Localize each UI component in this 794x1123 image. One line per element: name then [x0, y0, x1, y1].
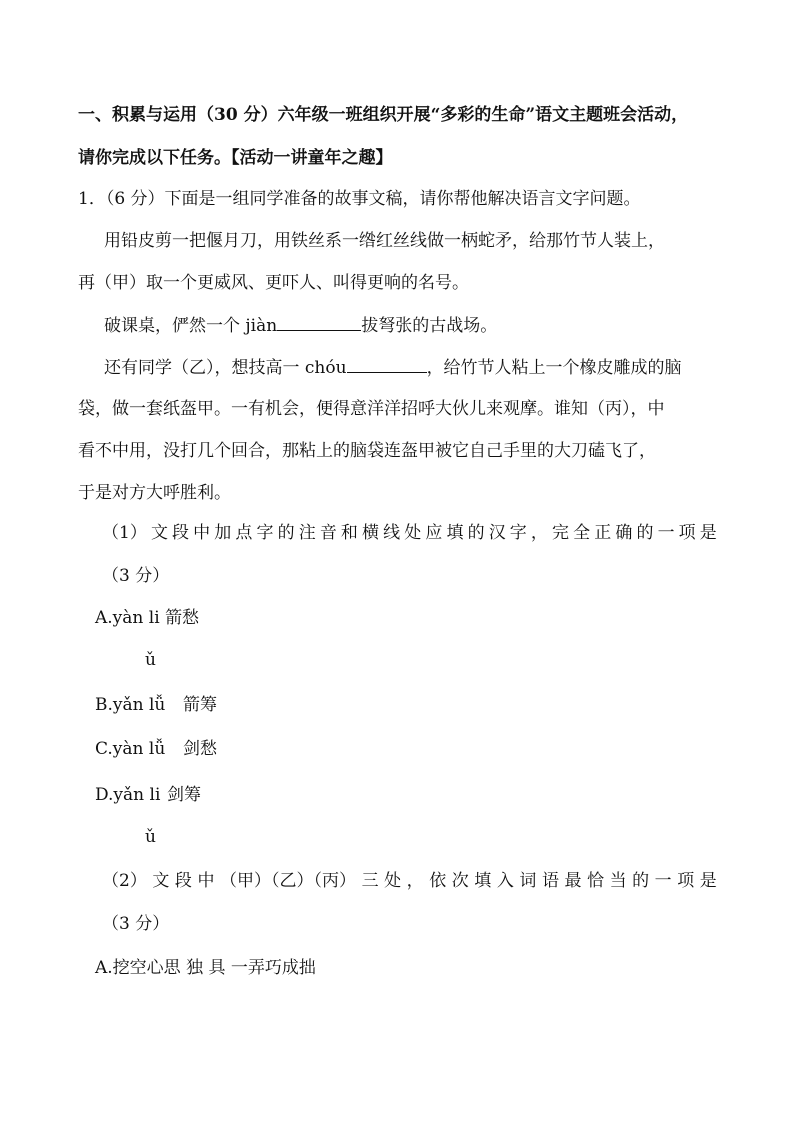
option-c-text: 剑愁: [183, 739, 217, 759]
stem-char: 的: [467, 523, 485, 543]
stem-char: 的: [277, 523, 295, 543]
stem-char: 字: [509, 523, 527, 543]
stem-char: 应: [425, 523, 443, 543]
passage-para3-pre: 还有同学（乙），想技高一 chóu: [104, 358, 347, 378]
section-heading-line1: 一、积累与运用（30 分）六年级一班组织开展“多彩的生命”语文主题班会活动，: [78, 105, 689, 125]
stem-char: 字: [256, 523, 274, 543]
stem-char: 入: [496, 871, 514, 891]
sub-question-1-stem: [102, 522, 717, 544]
option-a-text: 箭愁: [165, 608, 200, 628]
stem-char: 的: [632, 871, 650, 891]
option-a: [95, 607, 199, 629]
stem-char: 加: [214, 523, 232, 543]
option-b-text: 箭筹: [183, 695, 217, 715]
stem-char: 恰: [587, 871, 605, 891]
option-d-label: D.yǎn li: [95, 785, 161, 805]
stem-char: 完: [552, 523, 570, 543]
option-b: [95, 694, 217, 716]
stem-char: 注: [298, 523, 316, 543]
passage-para3-line3: 看不中用，没打几个回合，那粘上的脑袋连盔甲被它自己手里的大刀磕飞了，: [78, 441, 656, 461]
stem-char: 中: [193, 523, 211, 543]
stem-char: 音: [319, 523, 337, 543]
stem-char: 依: [429, 871, 447, 891]
stem-char: 是: [699, 871, 717, 891]
stem-char: 横: [362, 523, 380, 543]
stem-char: 处: [384, 871, 402, 891]
stem-char: ，: [406, 871, 424, 891]
stem-char: 语: [541, 871, 559, 891]
stem-char: 段: [174, 871, 192, 891]
stem-char: 和: [340, 523, 358, 543]
passage-para3-line2: 袋，做一套纸盔甲。一有机会，便得意洋洋招呼大伙儿来观摩。谁知（丙），中: [78, 399, 665, 419]
stem-char: 一: [654, 871, 672, 891]
stem-char: 线: [383, 523, 401, 543]
option-a-label: A.yàn li: [95, 608, 160, 628]
passage-para3-line4: 于是对方大呼胜利。: [78, 483, 231, 503]
stem-char: 项: [678, 523, 696, 543]
stem-char: 确: [615, 523, 633, 543]
sub-question-1-score: （3 分）: [102, 566, 170, 586]
stem-char: 段: [172, 523, 190, 543]
passage-para3-line1: [104, 356, 682, 379]
stem-char: 项: [677, 871, 695, 891]
option-c: [95, 738, 217, 760]
stem-char: 最: [564, 871, 582, 891]
fill-blank-jian: [277, 314, 361, 331]
passage-para2: [104, 314, 497, 337]
option-a-extra: ǔ: [145, 650, 156, 670]
option-d: [95, 784, 201, 806]
passage-para3-post: ，给竹节人粘上一个橡皮雕成的脑: [426, 358, 682, 378]
stem-char: （1）: [102, 523, 147, 543]
option-d-text: 剑筹: [167, 785, 201, 805]
stem-char: 正: [594, 523, 612, 543]
sub-question-2-stem: [102, 870, 717, 892]
stem-char: 中: [197, 871, 215, 891]
sub-question-2-score: （3 分）: [102, 914, 170, 934]
question-1-intro: 1．（6 分）下面是一组同学准备的故事文稿，请你帮他解决语言文字问题。: [78, 189, 641, 209]
stem-char: 词: [519, 871, 537, 891]
stem-char: （甲）（乙）（丙）: [220, 871, 357, 891]
stem-char: 的: [636, 523, 654, 543]
passage-para2-post: 拔弩张的古战场。: [361, 316, 498, 336]
stem-char: 文: [150, 523, 168, 543]
stem-char: 次: [451, 871, 469, 891]
option-b-label: B.yǎn lǚ: [95, 695, 166, 715]
stem-char: 填: [446, 523, 464, 543]
stem-char: 三: [361, 871, 379, 891]
option-d-extra: ǔ: [145, 827, 156, 847]
stem-char: 一: [657, 523, 675, 543]
option-c-label: C.yàn lǚ: [95, 739, 166, 759]
passage-para1-line2: 再（甲）取一个更威风、更吓人、叫得更响的名号。: [78, 273, 469, 293]
stem-char: ，: [530, 523, 548, 543]
fill-blank-chou: [347, 356, 427, 373]
stem-char: 填: [474, 871, 492, 891]
stem-char: 点: [235, 523, 253, 543]
passage-para1-line1: 用铅皮剪一把偃月刀，用铁丝系一绺红丝线做一柄蛇矛，给那竹节人装上，: [104, 231, 665, 251]
option-2a: A.挖空心思 独 具 一弄巧成拙: [95, 958, 316, 978]
stem-char: 汉: [488, 523, 506, 543]
stem-char: 文: [152, 871, 170, 891]
stem-char: 全: [573, 523, 591, 543]
stem-char: 处: [404, 523, 422, 543]
passage-para2-pre: 破课桌，俨然一个 jiàn: [104, 316, 278, 336]
section-heading-line2: 请你完成以下任务。【活动一讲童年之趣】: [78, 148, 393, 168]
stem-char: 是: [699, 523, 717, 543]
stem-char: （2）: [102, 871, 147, 891]
stem-char: 当: [609, 871, 627, 891]
